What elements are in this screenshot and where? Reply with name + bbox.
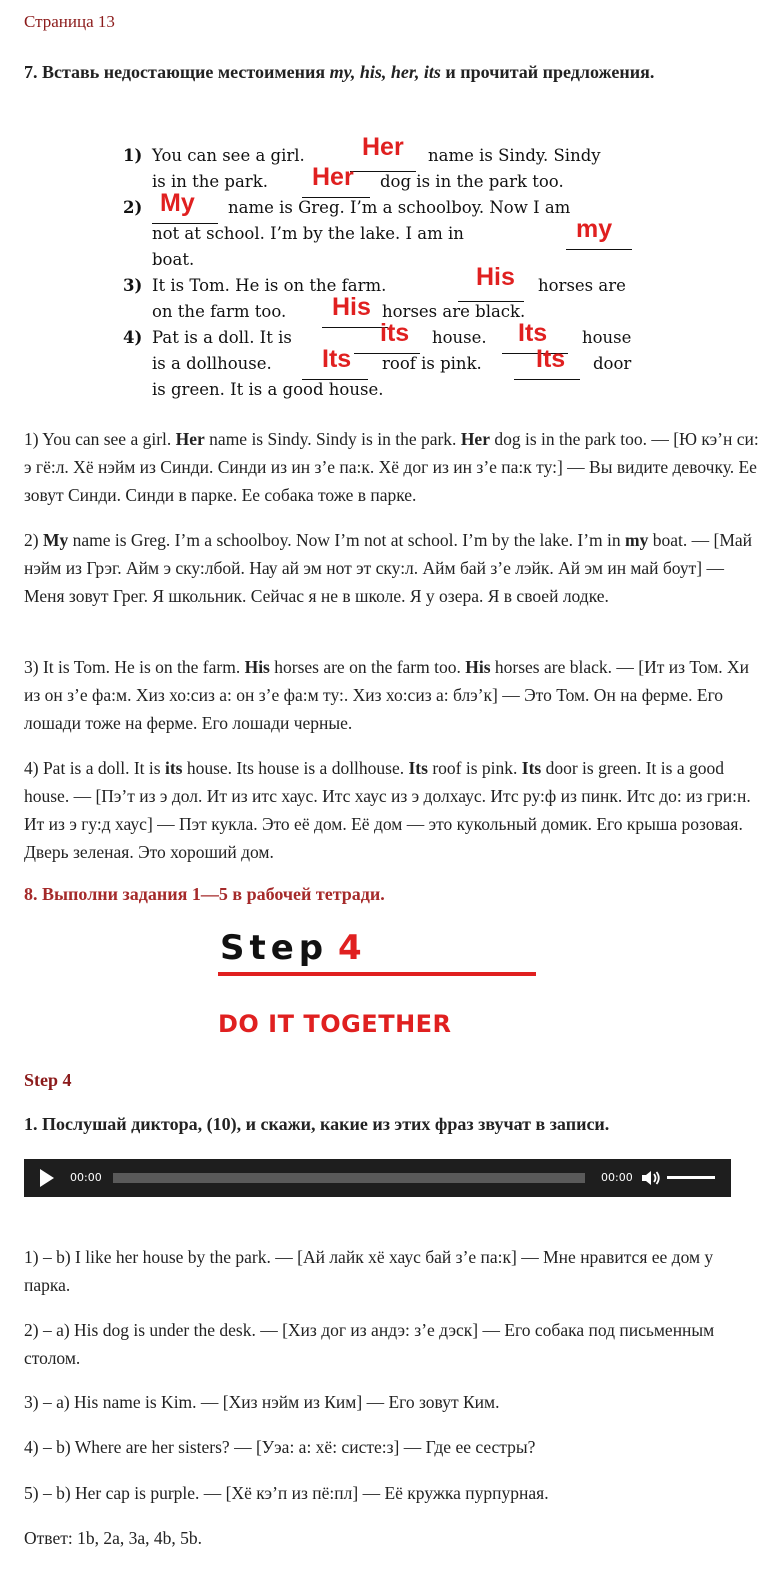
exercise-text: It is Tom. He is on the farm. [152,276,387,295]
exercise-text: Pat is a doll. It is [152,328,292,347]
bold-pronoun: its [164,758,183,778]
answer-word: its [380,319,410,347]
answer-word: Its [518,319,548,347]
total-time: 00:00 [601,1171,633,1184]
translation-paragraph [24,526,759,610]
listen-task-heading: 1. Послушай диктора, (10), и скажи, какие из этих фраз звучат в записи. [24,1114,610,1134]
task-8-heading: 8. Выполни задания 1—5 в рабочей тетради. [24,884,385,904]
exercise-text: on the farm too. [152,302,287,321]
play-icon[interactable] [40,1169,54,1187]
bold-pronoun: Her [460,429,490,449]
exercise-text: not at school. I’m by the lake. I am in [152,224,464,243]
paragraph-text: horses are on the farm too. [269,657,466,677]
paragraph-number: 4) [24,758,39,778]
volume-icon[interactable] [641,1169,661,1187]
task-7-number: 7. [24,62,38,82]
answer-word: Her [362,133,404,161]
volume-slider[interactable] [667,1176,715,1179]
bold-pronoun: Its [408,758,428,778]
exercise-number: 3) [123,276,143,295]
task-7-text-before: Вставь недостающие местоимения [42,62,326,82]
answer-word: Its [536,345,566,373]
translation-paragraph [24,425,759,509]
exercise-text: house. [432,328,487,347]
bold-pronoun: Its [521,758,542,778]
exercise-text: roof is pink. [382,354,482,373]
final-answer: Ответ: 1b, 2a, 3a, 4b, 5b. [24,1528,203,1548]
task-7-heading [24,58,764,87]
step-title: Step 4 [24,1070,72,1090]
answer-item: 3) – a) His name is Kim. — [Хиз нэйм из Ким] — Его зовут Ким. [24,1392,500,1412]
exercise-text: horses are [538,276,626,295]
exercise-text: dog is in the park too. [380,172,564,191]
answer-word: My [160,189,195,217]
exercise-number: 1) [123,146,143,165]
task-7-text-after: и прочитай предложения. [445,62,655,82]
paragraph-text: door is green. It is a good house. — [Пэ’т из э дол. Ит из итс хаус. Итс хаус из э долхаус. Итс ру:ф из пинк. Итс до: из гри:н. Ит из э гу:д хаус] — Пэт кукла. Это её дом. Её дом — это кукольный домик. Его крыша розовая. Дверь зеленая. Это хороший дом. [24,758,751,862]
paragraph-number: 3) [24,657,39,677]
answer-word: His [332,293,371,321]
bold-pronoun: His [465,657,491,677]
answer-word: His [476,263,515,291]
exercise-text: is a dollhouse. [152,354,272,373]
translation-paragraph [24,653,759,737]
answer-item: 5) – b) Her cap is purple. — [Хё кэ’п из пё:пл] — Её кружка пурпурная. [24,1483,549,1503]
exercise-text: house [582,328,632,347]
paragraph-number: 2) [24,530,39,550]
exercise-number: 2) [123,198,143,217]
bold-pronoun: Her [175,429,205,449]
bold-pronoun: My [42,530,69,550]
translation-paragraph [24,754,759,866]
exercise-number: 4) [123,328,143,347]
answer-word: my [576,215,613,243]
exercise-text: You can see a girl. [152,146,305,165]
answer-word: Her [312,163,354,191]
banner-subtitle: DO IT TOGETHER [218,1010,452,1038]
paragraph-number: 1) [24,429,39,449]
answer-item: 2) – a) His dog is under the desk. — [Хиз дог из андэ: з’е дэск] — Его собака под письменным столом. [24,1320,715,1368]
exercise-text: door [593,354,632,373]
banner-step-number: 4 [338,928,362,968]
exercise-text: is green. It is a good house. [152,380,384,399]
paragraph-text: house. Its house is a dollhouse. [182,758,409,778]
paragraph-text: dog is in the park too. — [Ю кэ’н си: э гё:л. Хё нэйм из Синди. Синди из ин з’е па:к. Хё дог из ин з’е па:к ту:] — Вы видите девочку. Ее зовут Синди. Синди в парке. Ее собака тоже в парке. [24,429,759,505]
exercise-text: is in the park. [152,172,268,191]
bold-pronoun: my [625,530,649,550]
exercise-image [118,132,648,407]
step-banner-image [218,928,548,1043]
bold-pronoun: His [244,657,270,677]
answer-item: 1) – b) I like her house by the park. — [Ай лайк хё хаус бай з’е па:к] — Мне нравится ее дом у парка. [24,1247,714,1295]
answer-word: Its [322,345,352,373]
paragraph-text: boat. — [Май нэйм из Грэг. Айм э ску:лбой. Нау ай эм нот эт ску:л. Айм бай з’е лэйк. Ай эм ин май боут] — Меня зовут Грег. Я школьник. Сейчас я не в школе. Я у озера. Я в своей лодке. [24,530,753,606]
paragraph-text: You can see a girl. [38,429,176,449]
audio-player [24,1159,731,1197]
exercise-text: name is Sindy. Sindy [428,146,601,165]
banner-step-word: Step [220,928,329,968]
paragraph-text: horses are black. — [Ит из Том. Хи из он з’е фа:м. Хиз хо:сиз а: он з’е фа:м ту:. Хиз хо:сиз а: блэ’к] — Это Том. Он на ферме. Его лошади тоже на ферме. Его лошади черные. [24,657,750,733]
current-time: 00:00 [70,1171,102,1184]
exercise-text: boat. [152,250,195,269]
exercise-text: horses are black. [382,302,526,321]
page-link[interactable]: Страница 13 [24,12,115,31]
task-7-pronouns: my, his, her, its [329,62,441,82]
progress-track[interactable] [113,1173,585,1183]
paragraph-text: name is Sindy. Sindy is in the park. [204,429,461,449]
exercise-text: name is Greg. I’m a schoolboy. Now I am [228,198,571,217]
answer-item: 4) – b) Where are her sisters? — [Уэа: а: хё: систе:з] — Где ее сестры? [24,1437,536,1457]
paragraph-text: Pat is a doll. It is [38,758,165,778]
paragraph-text: name is Greg. I’m a schoolboy. Now I’m not at school. I’m by the lake. I’m in [68,530,626,550]
banner-rule [218,972,536,976]
paragraph-text: roof is pink. [427,758,522,778]
paragraph-text: It is Tom. He is on the farm. [38,657,245,677]
